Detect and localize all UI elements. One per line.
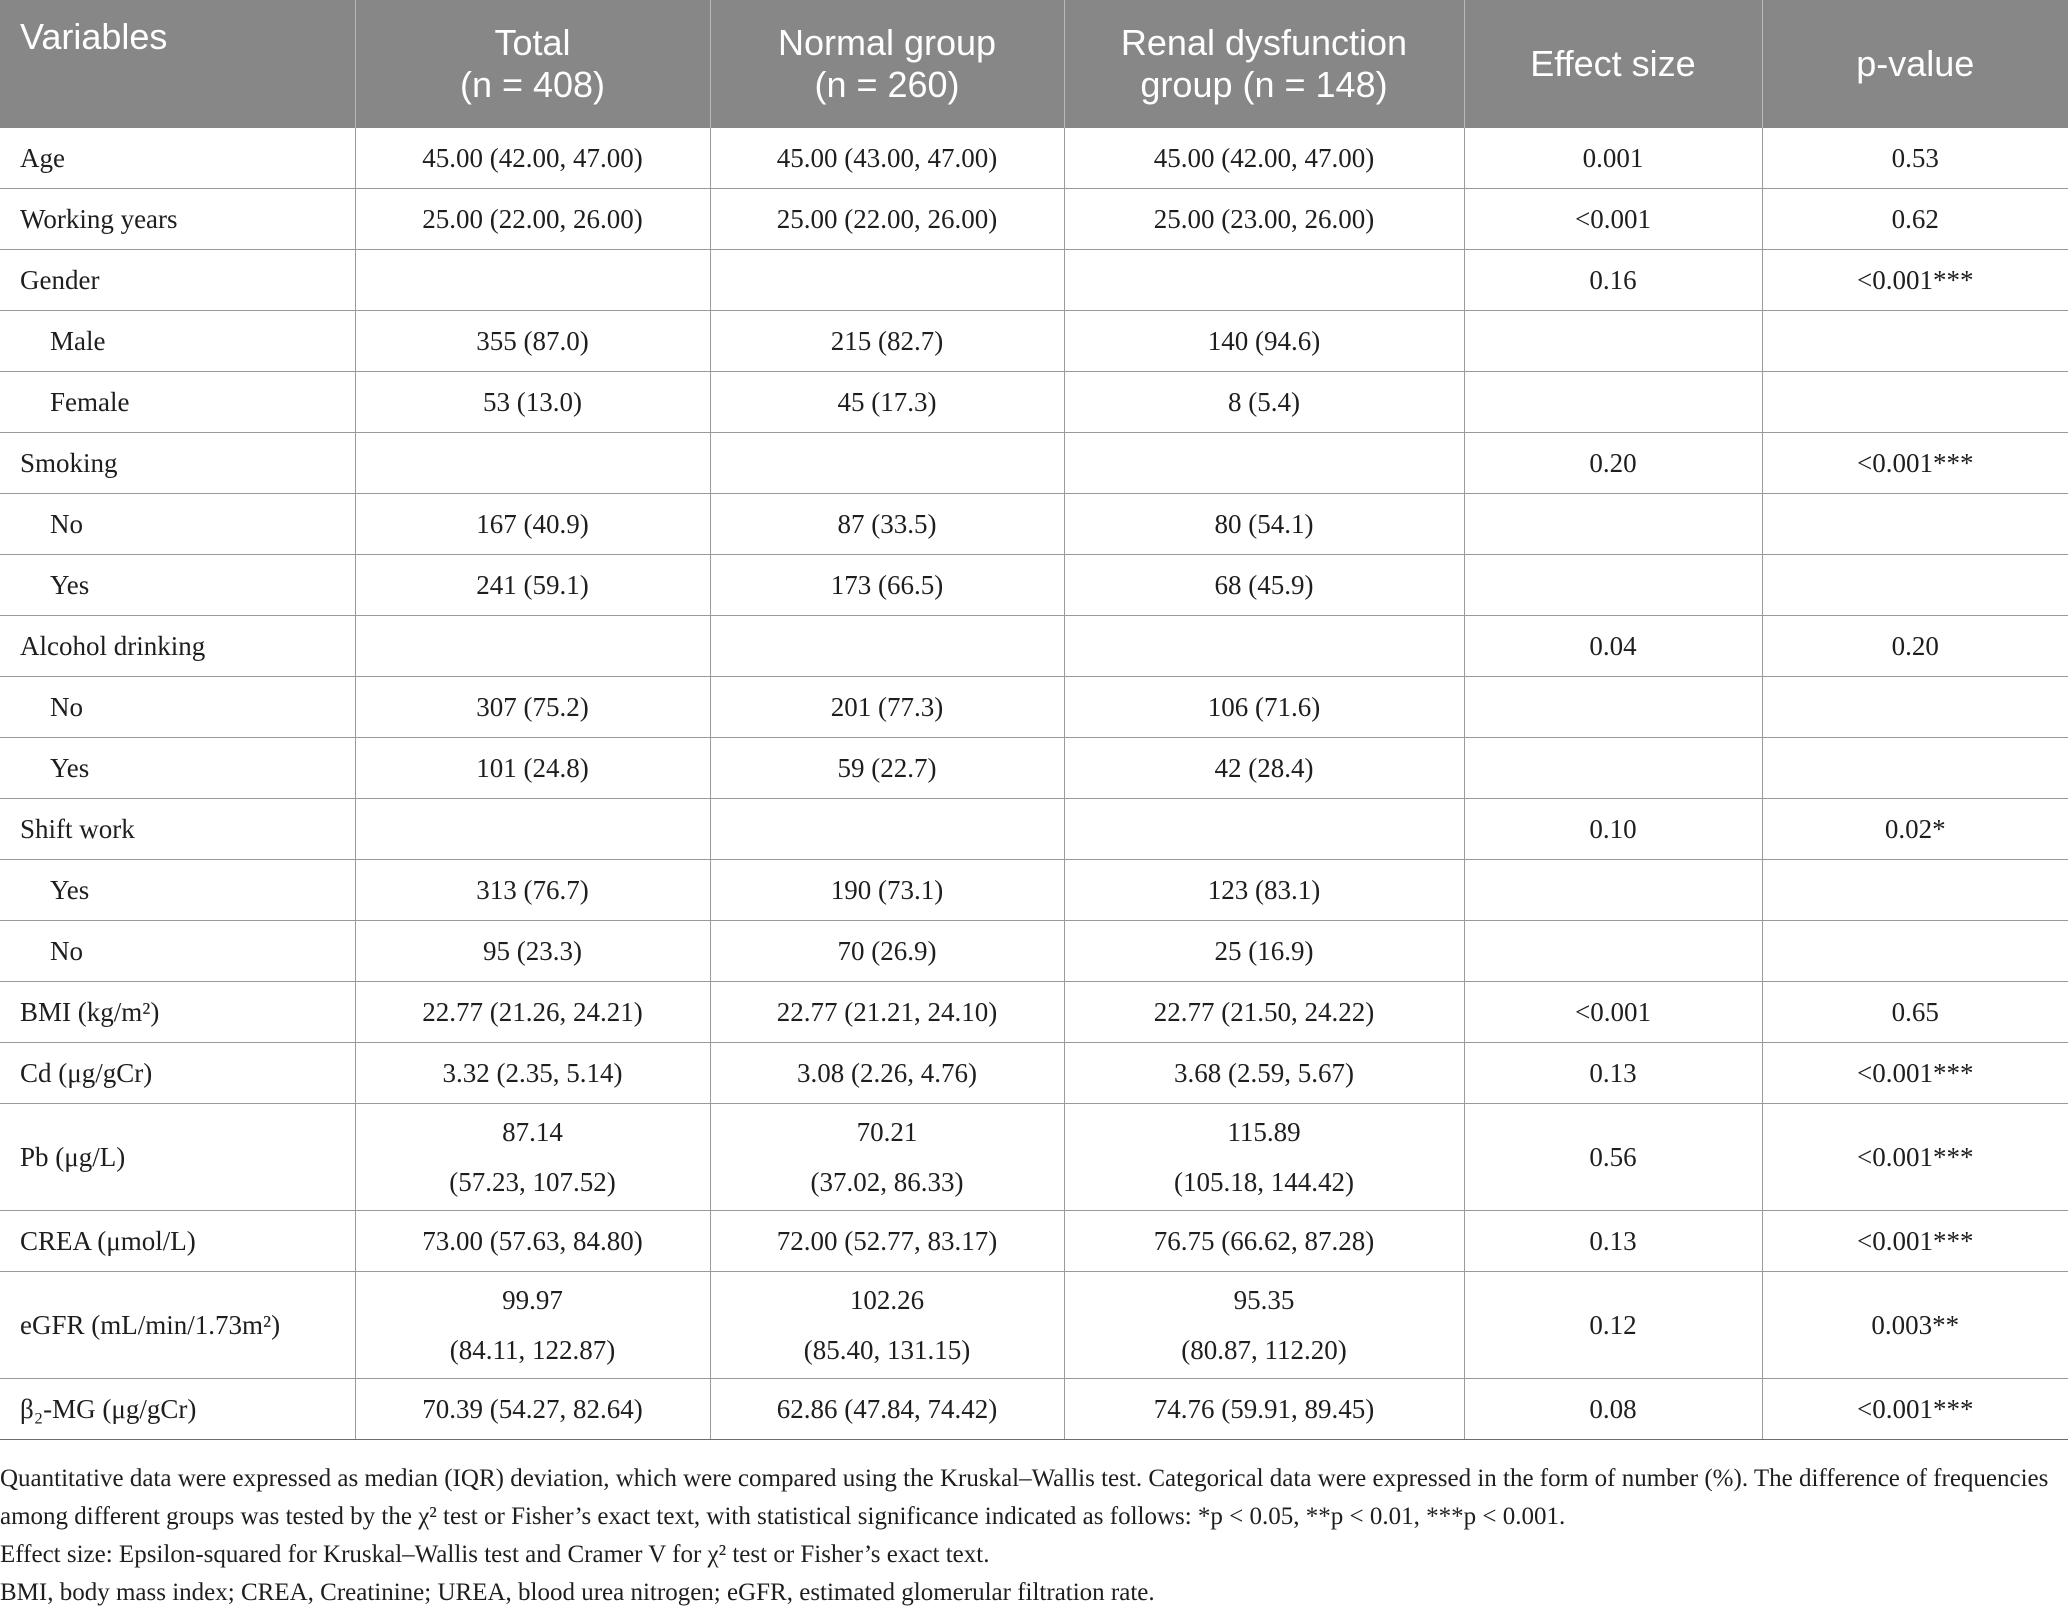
cell-normal: 25.00 (22.00, 26.00) — [710, 189, 1064, 250]
cell-effect-size — [1464, 921, 1762, 982]
cell-effect-size: <0.001 — [1464, 189, 1762, 250]
cell-renal: 123 (83.1) — [1064, 860, 1464, 921]
cell-p-value: 0.02* — [1762, 799, 2068, 860]
cell-normal: 190 (73.1) — [710, 860, 1064, 921]
row-variable: Gender — [0, 250, 355, 311]
cell-renal: 42 (28.4) — [1064, 738, 1464, 799]
cell-p-value: 0.003** — [1762, 1272, 2068, 1379]
row-variable: BMI (kg/m²) — [0, 982, 355, 1043]
table-row — [0, 1104, 2068, 1211]
cell-p-value: <0.001*** — [1762, 433, 2068, 494]
cell-effect-size — [1464, 555, 1762, 616]
cell-total-median: 87.14 — [502, 1117, 563, 1147]
header-row — [0, 0, 2068, 128]
table-row — [0, 738, 2068, 799]
cell-renal: 140 (94.6) — [1064, 311, 1464, 372]
cell-p-value: 0.20 — [1762, 616, 2068, 677]
row-variable: Alcohol drinking — [0, 616, 355, 677]
row-variable: No — [0, 677, 355, 738]
cell-effect-size: 0.04 — [1464, 616, 1762, 677]
cell-total: 3.32 (2.35, 5.14) — [355, 1043, 710, 1104]
cell-effect-size: 0.13 — [1464, 1043, 1762, 1104]
cell-p-value: <0.001*** — [1762, 1211, 2068, 1272]
header-total-label: Total — [494, 22, 571, 63]
cell-p-value: 0.65 — [1762, 982, 2068, 1043]
cell-renal: 106 (71.6) — [1064, 677, 1464, 738]
cell-p-value: <0.001*** — [1762, 1043, 2068, 1104]
cell-total — [355, 1272, 710, 1379]
cell-p-value: <0.001*** — [1762, 250, 2068, 311]
row-variable: Working years — [0, 189, 355, 250]
cell-effect-size — [1464, 738, 1762, 799]
row-variable: Yes — [0, 860, 355, 921]
row-variable: eGFR (mL/min/1.73m²) — [0, 1272, 355, 1379]
cell-renal-iqr: (80.87, 112.20) — [1181, 1335, 1347, 1365]
table-row — [0, 311, 2068, 372]
cell-total: 25.00 (22.00, 26.00) — [355, 189, 710, 250]
row-variable: Yes — [0, 555, 355, 616]
cell-normal: 87 (33.5) — [710, 494, 1064, 555]
table-row — [0, 921, 2068, 982]
cell-p-value — [1762, 372, 2068, 433]
cell-total-iqr: (57.23, 107.52) — [449, 1167, 616, 1197]
cell-total: 45.00 (42.00, 47.00) — [355, 128, 710, 189]
cell-total: 22.77 (21.26, 24.21) — [355, 982, 710, 1043]
row-variable: Smoking — [0, 433, 355, 494]
table-row — [0, 1379, 2068, 1440]
cell-effect-size: 0.16 — [1464, 250, 1762, 311]
cell-effect-size — [1464, 677, 1762, 738]
cell-total — [355, 1104, 710, 1211]
cell-normal-median: 70.21 — [856, 1117, 918, 1147]
cell-effect-size: 0.20 — [1464, 433, 1762, 494]
cell-total: 101 (24.8) — [355, 738, 710, 799]
cell-renal: 76.75 (66.62, 87.28) — [1064, 1211, 1464, 1272]
table-row — [0, 860, 2068, 921]
cell-p-value — [1762, 494, 2068, 555]
cell-total — [355, 616, 710, 677]
row-variable: Yes — [0, 738, 355, 799]
table-row — [0, 128, 2068, 189]
table-row — [0, 372, 2068, 433]
table-row — [0, 250, 2068, 311]
cell-normal-iqr: (85.40, 131.15) — [803, 1335, 971, 1365]
cell-total: 355 (87.0) — [355, 311, 710, 372]
table-header — [0, 0, 2068, 128]
table-row — [0, 555, 2068, 616]
table-row — [0, 1043, 2068, 1104]
cell-effect-size: <0.001 — [1464, 982, 1762, 1043]
cell-normal: 45 (17.3) — [710, 372, 1064, 433]
cell-total — [355, 799, 710, 860]
cell-renal: 8 (5.4) — [1064, 372, 1464, 433]
cell-renal: 80 (54.1) — [1064, 494, 1464, 555]
cell-p-value — [1762, 860, 2068, 921]
cell-total: 307 (75.2) — [355, 677, 710, 738]
cell-total-median: 99.97 — [502, 1285, 563, 1315]
cell-normal — [710, 616, 1064, 677]
cell-total — [355, 433, 710, 494]
header-renal-label: Renal dysfunction — [1120, 22, 1408, 63]
header-normal-label: Normal group — [777, 22, 997, 63]
cell-total: 53 (13.0) — [355, 372, 710, 433]
cell-normal-median: 102.26 — [849, 1285, 925, 1315]
cell-renal — [1064, 616, 1464, 677]
row-variable: Shift work — [0, 799, 355, 860]
cell-effect-size: 0.08 — [1464, 1379, 1762, 1440]
cell-renal-iqr: (105.18, 144.42) — [1174, 1167, 1354, 1197]
cell-effect-size — [1464, 311, 1762, 372]
cell-effect-size — [1464, 494, 1762, 555]
cell-renal: 68 (45.9) — [1064, 555, 1464, 616]
table-footnotes — [0, 1460, 2060, 1612]
header-total — [355, 0, 710, 128]
cell-renal: 25.00 (23.00, 26.00) — [1064, 189, 1464, 250]
cell-renal-median: 95.35 — [1233, 1285, 1295, 1315]
header-variables: Variables — [0, 0, 355, 128]
table-row — [0, 494, 2068, 555]
cell-renal: 45.00 (42.00, 47.00) — [1064, 128, 1464, 189]
footnote-effect-size: Effect size: Epsilon-squared for Kruskal–Wallis test and Cramer V for χ² test or Fisher’s exact text. — [0, 1541, 990, 1568]
cell-effect-size — [1464, 372, 1762, 433]
table-row — [0, 433, 2068, 494]
cell-normal: 173 (66.5) — [710, 555, 1064, 616]
table-row — [0, 982, 2068, 1043]
table-row — [0, 1211, 2068, 1272]
header-total-n: (n = 408) — [459, 64, 606, 105]
cell-effect-size — [1464, 860, 1762, 921]
cell-normal: 62.86 (47.84, 74.42) — [710, 1379, 1064, 1440]
cell-effect-size: 0.13 — [1464, 1211, 1762, 1272]
cell-p-value — [1762, 555, 2068, 616]
header-renal-group — [1064, 0, 1464, 128]
cell-p-value: 0.53 — [1762, 128, 2068, 189]
table-row — [0, 1272, 2068, 1379]
cell-p-value: 0.62 — [1762, 189, 2068, 250]
table-row — [0, 677, 2068, 738]
table-row — [0, 616, 2068, 677]
row-variable: Cd (μg/gCr) — [0, 1043, 355, 1104]
row-variable: CREA (μmol/L) — [0, 1211, 355, 1272]
header-normal-n: (n = 260) — [814, 64, 960, 105]
cell-renal: 25 (16.9) — [1064, 921, 1464, 982]
cell-renal — [1064, 1104, 1464, 1211]
row-variable: β₂-MG (μg/gCr) — [0, 1379, 355, 1440]
cell-effect-size: 0.56 — [1464, 1104, 1762, 1211]
cell-normal-iqr: (37.02, 86.33) — [810, 1167, 964, 1197]
cell-normal — [710, 433, 1064, 494]
table-body — [0, 128, 2068, 1440]
cell-normal: 45.00 (43.00, 47.00) — [710, 128, 1064, 189]
row-variable: Age — [0, 128, 355, 189]
cell-effect-size: 0.10 — [1464, 799, 1762, 860]
cell-p-value — [1762, 311, 2068, 372]
cell-p-value: <0.001*** — [1762, 1104, 2068, 1211]
cell-total: 95 (23.3) — [355, 921, 710, 982]
cell-normal: 72.00 (52.77, 83.17) — [710, 1211, 1064, 1272]
cell-total — [355, 250, 710, 311]
cell-normal: 215 (82.7) — [710, 311, 1064, 372]
row-variable: Female — [0, 372, 355, 433]
header-normal-group — [710, 0, 1064, 128]
cell-total: 167 (40.9) — [355, 494, 710, 555]
table-row — [0, 799, 2068, 860]
cell-normal — [710, 1104, 1064, 1211]
footnote-methods: Quantitative data were expressed as median (IQR) deviation, which were compared using the Kruskal–Wallis test. Categorical data were expressed in the form of number (%). The difference of frequencies among different groups was tested by the χ² test or Fisher’s exact text, with statistical significance indicated as follows: *p < 0.05, **p < 0.01, ***p < 0.001. — [0, 1465, 2049, 1530]
cell-total: 313 (76.7) — [355, 860, 710, 921]
cell-renal — [1064, 250, 1464, 311]
cell-normal — [710, 1272, 1064, 1379]
cell-p-value: <0.001*** — [1762, 1379, 2068, 1440]
row-variable: Male — [0, 311, 355, 372]
cell-renal: 74.76 (59.91, 89.45) — [1064, 1379, 1464, 1440]
cell-normal: 22.77 (21.21, 24.10) — [710, 982, 1064, 1043]
cell-total-iqr: (84.11, 122.87) — [449, 1335, 616, 1365]
cell-normal — [710, 250, 1064, 311]
cell-renal-median: 115.89 — [1227, 1117, 1301, 1147]
cell-p-value — [1762, 921, 2068, 982]
header-effect-size: Effect size — [1464, 0, 1762, 128]
row-variable: No — [0, 921, 355, 982]
table-row — [0, 189, 2068, 250]
cell-normal: 201 (77.3) — [710, 677, 1064, 738]
cell-normal: 3.08 (2.26, 4.76) — [710, 1043, 1064, 1104]
cell-normal — [710, 799, 1064, 860]
cell-p-value — [1762, 738, 2068, 799]
cell-total: 70.39 (54.27, 82.64) — [355, 1379, 710, 1440]
cell-total: 73.00 (57.63, 84.80) — [355, 1211, 710, 1272]
cell-renal: 3.68 (2.59, 5.67) — [1064, 1043, 1464, 1104]
header-p-value: p-value — [1762, 0, 2068, 128]
cell-p-value — [1762, 677, 2068, 738]
footnote-abbreviations: BMI, body mass index; CREA, Creatinine; UREA, blood urea nitrogen; eGFR, estimated glomerular filtration rate. — [0, 1579, 1155, 1606]
row-variable: Pb (μg/L) — [0, 1104, 355, 1211]
row-variable: No — [0, 494, 355, 555]
cell-renal — [1064, 1272, 1464, 1379]
header-renal-n: group (n = 148) — [1140, 64, 1388, 105]
cell-effect-size: 0.12 — [1464, 1272, 1762, 1379]
cell-renal — [1064, 799, 1464, 860]
cell-renal — [1064, 433, 1464, 494]
cell-normal: 70 (26.9) — [710, 921, 1064, 982]
cell-total: 241 (59.1) — [355, 555, 710, 616]
cell-normal: 59 (22.7) — [710, 738, 1064, 799]
cell-renal: 22.77 (21.50, 24.22) — [1064, 982, 1464, 1043]
cell-effect-size: 0.001 — [1464, 128, 1762, 189]
